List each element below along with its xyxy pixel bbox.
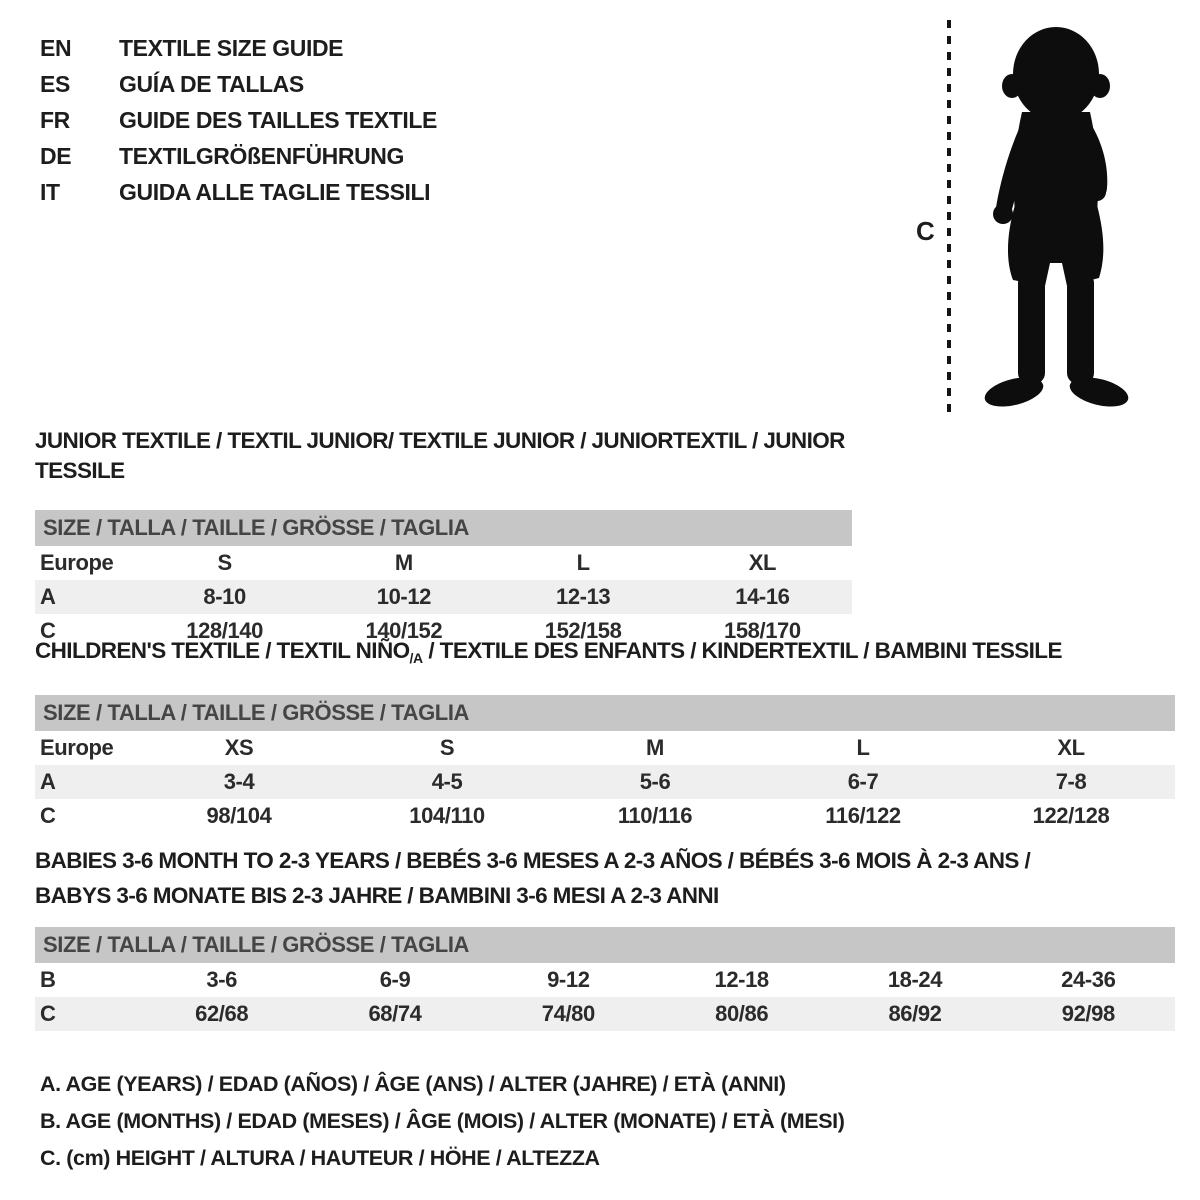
cell-value: 110/116 xyxy=(617,803,693,828)
cell-value: 74/80 xyxy=(541,1001,595,1026)
language-label: TEXTILGRÖßENFÜHRUNG xyxy=(119,143,404,169)
junior-section xyxy=(35,426,852,648)
row-label: C xyxy=(40,1001,56,1026)
language-code: DE xyxy=(40,143,72,169)
language-code: ES xyxy=(40,71,70,97)
cell-value: 86/92 xyxy=(888,1001,942,1026)
cell-value: 92/98 xyxy=(1061,1001,1115,1026)
column-header: M xyxy=(646,735,664,760)
language-list xyxy=(40,30,437,210)
legend-line-b: B. AGE (MONTHS) / EDAD (MESES) / ÂGE (MOIS) / ALTER (MONATE) / ETÀ (MESI) xyxy=(40,1109,845,1133)
column-header: M xyxy=(394,550,413,575)
cell-value: 8-10 xyxy=(203,584,246,609)
babies-section xyxy=(35,843,1175,1031)
cell-value: 9-12 xyxy=(547,967,590,992)
language-label: GUIDA ALLE TAGLIE TESSILI xyxy=(119,179,431,205)
height-figure xyxy=(900,16,1170,422)
language-row-fr xyxy=(40,102,437,138)
table-row-columns xyxy=(35,731,1175,765)
column-header: XS xyxy=(224,735,254,760)
babies-size-table xyxy=(35,927,1175,1031)
title-suffix: / TEXTILE DES ENFANTS / KINDERTEXTIL / BAMBINI TESSILE xyxy=(422,638,1062,663)
size-header-bar: SIZE / TALLA / TAILLE / GRÖSSE / TAGLIA xyxy=(35,510,852,546)
table-row-age xyxy=(35,580,852,614)
column-header: S xyxy=(439,735,455,760)
junior-size-table xyxy=(35,510,852,648)
cell-value: 5-6 xyxy=(639,769,671,794)
cell-value: 10-12 xyxy=(376,584,432,609)
size-header-bar: SIZE / TALLA / TAILLE / GRÖSSE / TAGLIA xyxy=(35,695,1175,731)
language-label: GUIDE DES TAILLES TEXTILE xyxy=(119,107,437,133)
column-header: L xyxy=(856,735,870,760)
cell-value: 6-7 xyxy=(847,769,879,794)
cell-value: 12-18 xyxy=(714,967,769,992)
height-dashed-line xyxy=(947,20,951,416)
language-label: TEXTILE SIZE GUIDE xyxy=(119,35,344,61)
cell-value: 68/74 xyxy=(368,1001,422,1026)
babies-section-title xyxy=(35,843,1175,913)
column-header: L xyxy=(576,550,590,575)
cell-value: 80/86 xyxy=(715,1001,769,1026)
column-header: Europe xyxy=(40,550,114,575)
cell-value: 152/158 xyxy=(544,618,622,643)
cell-value: 104/110 xyxy=(409,803,485,828)
column-header: XL xyxy=(748,550,777,575)
row-label: C xyxy=(40,618,56,643)
row-label: B xyxy=(40,967,56,992)
cell-value: 4-5 xyxy=(431,769,463,794)
cell-value: 122/128 xyxy=(1032,803,1110,828)
language-code: FR xyxy=(40,107,70,133)
cell-value: 6-9 xyxy=(379,967,411,992)
language-row-de xyxy=(40,138,437,174)
table-row-months xyxy=(35,963,1175,997)
row-label: A xyxy=(40,584,56,609)
children-section xyxy=(35,636,1175,833)
cell-value: 7-8 xyxy=(1055,769,1087,794)
language-row-it xyxy=(40,174,437,210)
language-row-en xyxy=(40,30,437,66)
junior-section-title: JUNIOR TEXTILE / TEXTIL JUNIOR/ TEXTILE JUNIOR / JUNIORTEXTIL / JUNIOR TESSILE xyxy=(35,428,845,483)
title-line-2: BABYS 3-6 MONATE BIS 2-3 JAHRE / BAMBINI 3-6 MESI A 2-3 ANNI xyxy=(35,883,719,908)
table-row-height xyxy=(35,997,1175,1031)
legend-line-a: A. AGE (YEARS) / EDAD (AÑOS) / ÂGE (ANS) / ALTER (JAHRE) / ETÀ (ANNI) xyxy=(40,1072,786,1096)
children-size-table xyxy=(35,695,1175,833)
cell-value: 18-24 xyxy=(887,967,943,992)
column-header: Europe xyxy=(40,735,114,760)
cell-value: 116/122 xyxy=(825,803,901,828)
title-prefix: CHILDREN'S TEXTILE / TEXTIL NIÑO xyxy=(35,638,410,663)
table-row-height xyxy=(35,799,1175,833)
cell-value: 14-16 xyxy=(735,584,790,609)
cell-value: 62/68 xyxy=(195,1001,249,1026)
cell-value: 3-4 xyxy=(223,769,255,794)
table-row-age xyxy=(35,765,1175,799)
language-label: GUÍA DE TALLAS xyxy=(119,71,304,97)
row-label: A xyxy=(40,769,56,794)
cell-value: 3-6 xyxy=(206,967,237,992)
table-row-columns xyxy=(35,546,852,580)
legend-line-c: C. (cm) HEIGHT / ALTURA / HAUTEUR / HÖHE / ALTEZZA xyxy=(40,1146,600,1170)
height-measure-label: C xyxy=(916,216,935,246)
column-header: XL xyxy=(1057,735,1085,760)
cell-value: 24-36 xyxy=(1061,967,1116,992)
language-row-es xyxy=(40,66,437,102)
title-line-1: BABIES 3-6 MONTH TO 2-3 YEARS / BEBÉS 3-6 MESES A 2-3 AÑOS / BÉBÉS 3-6 MOIS À 2-3 ANS / xyxy=(35,848,1031,873)
language-code: IT xyxy=(40,179,60,205)
measurement-legend xyxy=(40,1066,845,1177)
cell-value: 12-13 xyxy=(555,584,611,609)
cell-value: 128/140 xyxy=(186,618,263,643)
cell-value: 158/170 xyxy=(724,618,801,643)
row-label: C xyxy=(40,803,56,828)
cell-value: 98/104 xyxy=(206,803,272,828)
toddler-silhouette-icon xyxy=(970,22,1142,418)
cell-value: 140/152 xyxy=(365,618,443,643)
title-subscript: /A xyxy=(409,650,423,666)
column-header: S xyxy=(217,550,232,575)
size-header-bar: SIZE / TALLA / TAILLE / GRÖSSE / TAGLIA xyxy=(35,927,1175,963)
language-code: EN xyxy=(40,35,72,61)
children-section-title xyxy=(35,636,1175,673)
